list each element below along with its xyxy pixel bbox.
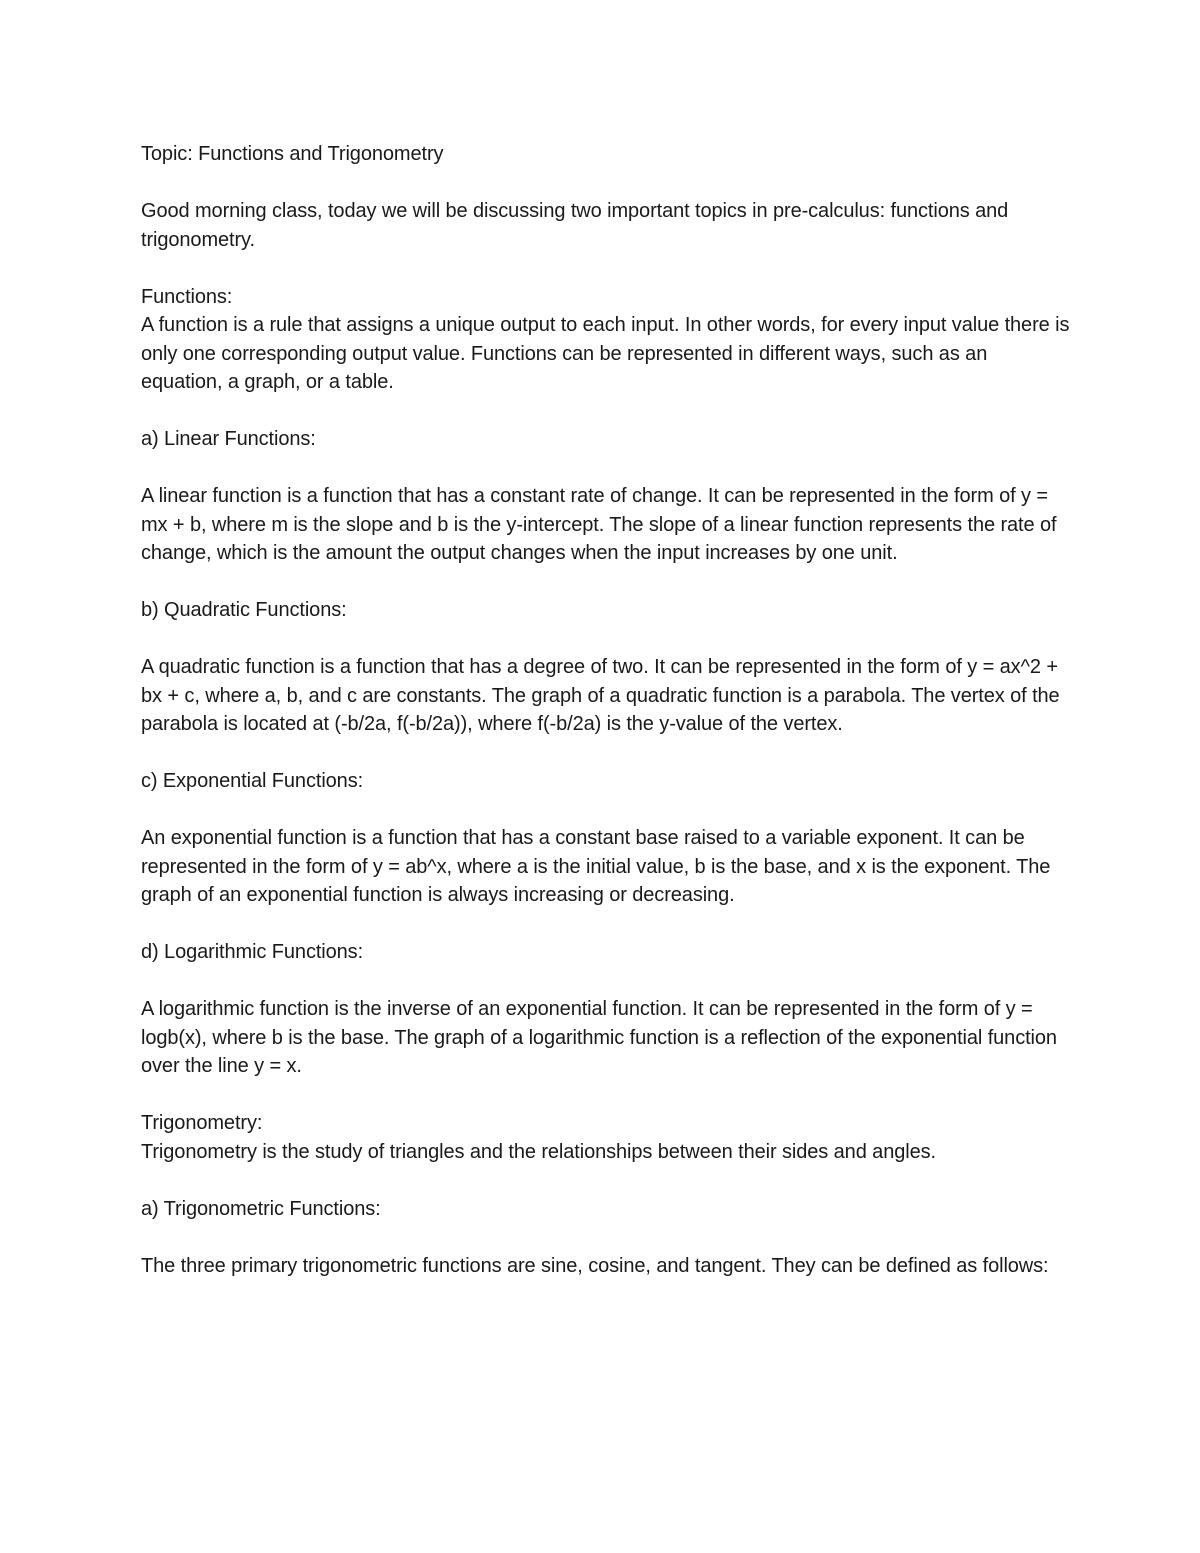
quadratic-functions-body: A quadratic function is a function that has a degree of two. It can be represented in the form of y = ax^2 + bx + c, where a, b, and c are constants. The graph of a quadratic function is a parabola. The vertex of the parabola is located at (-b/2a, f(-b/2a)), where f(-b/2a) is the y-value of the vertex. (141, 656, 1060, 735)
trigonometry-heading: Trigonometry: (141, 1112, 263, 1134)
quadratic-functions-heading: b) Quadratic Functions: (141, 599, 347, 621)
functions-heading: Functions: (141, 285, 233, 308)
functions-definition: A function is a rule that assigns a unique output to each input. In other words, for every input value there is only one corresponding output value. Functions can be represented in different ways, such as an equation, a graph, or a table. (141, 314, 1070, 393)
linear-functions-heading: a) Linear Functions: (141, 428, 316, 450)
intro-paragraph: Good morning class, today we will be discussing two important topics in pre-calculus: functions and trigonometry. (141, 200, 1009, 251)
topic-heading: Topic: Functions and Trigonometry (141, 143, 444, 165)
logarithmic-functions-heading: d) Logarithmic Functions: (141, 941, 364, 963)
linear-functions-body: A linear function is a function that has a constant rate of change. It can be represented in the form of y = mx + b, where m is the slope and b is the y-intercept. The slope of a linear function represents the rate of change, which is the amount the output changes when the input increases by one unit. (141, 485, 1057, 564)
document-page (141, 140, 1071, 1309)
trig-functions-body: The three primary trigonometric functions are sine, cosine, and tangent. They can be defined as follows: (141, 1254, 1049, 1277)
trig-functions-heading: a) Trigonometric Functions: (141, 1197, 381, 1220)
trigonometry-definition: Trigonometry is the study of triangles and the relationships between their sides and angles. (141, 1140, 936, 1163)
logarithmic-functions-body: A logarithmic function is the inverse of an exponential function. It can be represented in the form of y = logb(x), where b is the base. The graph of a logarithmic function is a reflection of the exponential function over the line y = x. (141, 998, 1057, 1077)
exponential-functions-heading: c) Exponential Functions: (141, 770, 364, 792)
exponential-functions-body: An exponential function is a function that has a constant base raised to a variable exponent. It can be represented in the form of y = ab^x, where a is the initial value, b is the base, and x is the exponent. The graph of an exponential function is always increasing or decreasing. (141, 827, 1051, 906)
